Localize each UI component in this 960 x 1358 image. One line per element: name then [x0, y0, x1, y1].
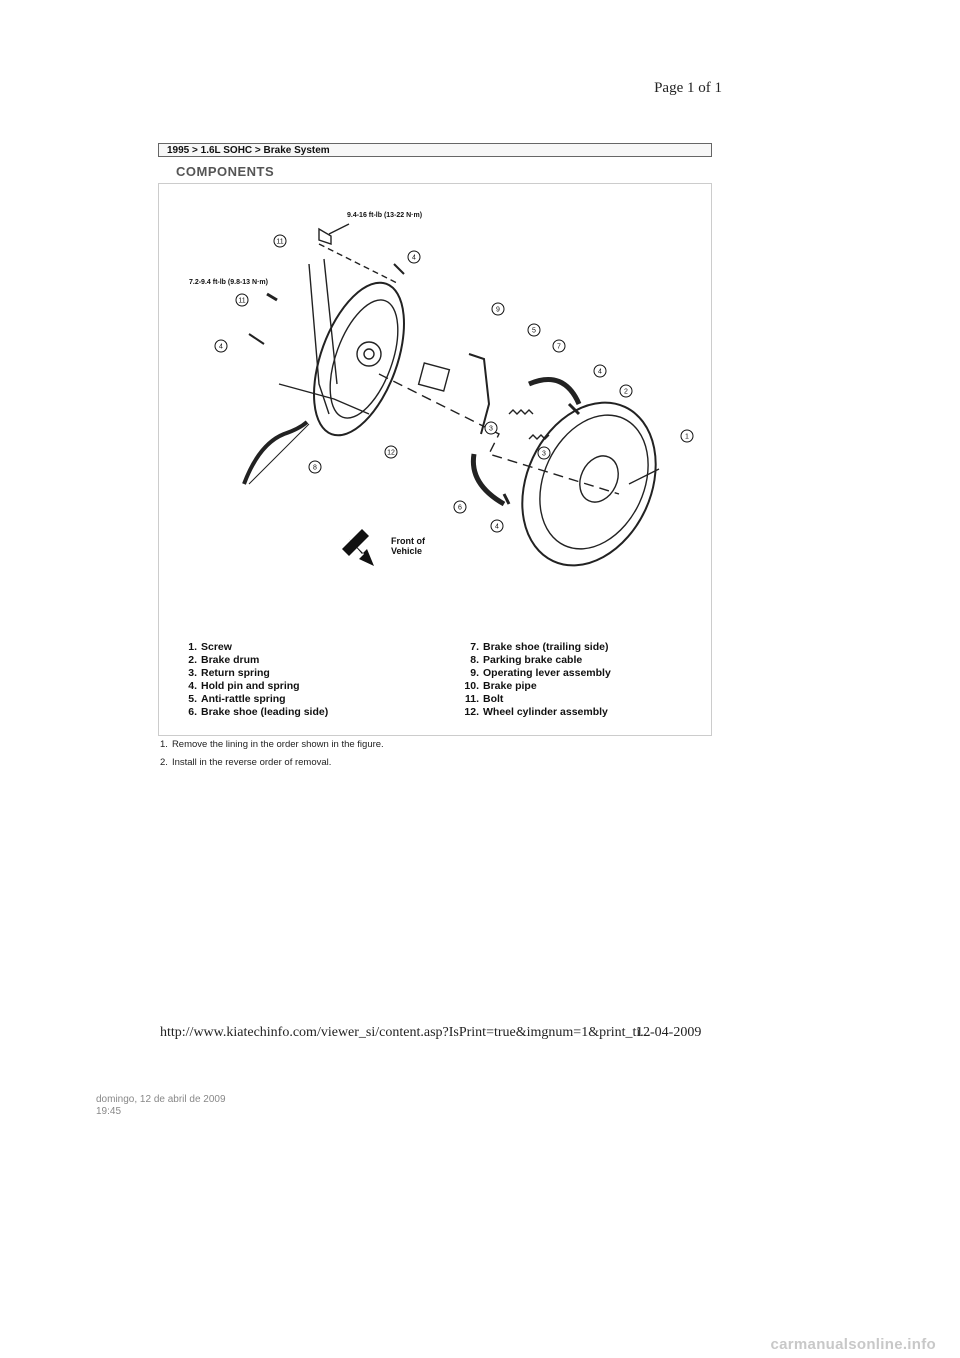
callout-label: 3	[489, 425, 493, 433]
legend-item: 12. Wheel cylinder assembly	[464, 706, 608, 718]
legend-item: 2. Brake drum	[188, 654, 260, 666]
callout-label: 4	[495, 523, 499, 531]
callout-label: 2	[624, 388, 628, 396]
legend-item: 5. Anti-rattle spring	[188, 693, 286, 705]
components-figure	[158, 183, 712, 736]
footer-date: 12-04-2009	[636, 1025, 702, 1040]
callout-label: 6	[458, 504, 462, 512]
legend-item: 8. Parking brake cable	[470, 654, 583, 666]
legend-item: 3. Return spring	[188, 667, 270, 679]
callout-label: 4	[598, 368, 602, 376]
torque-label-top: 9.4-16 ft-lb (13-22 N·m)	[347, 212, 423, 219]
note-timestamp: domingo, 12 de abril de 2009 19:45	[96, 1094, 226, 1117]
callout-label: 1	[685, 433, 689, 441]
callout-label: 3	[542, 450, 546, 458]
legend-right	[459, 641, 611, 719]
callout-label: 11	[238, 297, 246, 305]
legend-item: 1. Screw	[188, 641, 232, 653]
legend-item: 6. Brake shoe (leading side)	[188, 706, 329, 718]
breadcrumb: 1995 > 1.6L SOHC > Brake System	[158, 143, 712, 157]
callout-label: 8	[313, 464, 317, 472]
instruction-step: 1. Remove the lining in the order shown in the figure.	[160, 739, 384, 750]
footer-url: http://www.kiatechinfo.com/viewer_si/content.asp?IsPrint=true&imgnum=1&print_ti...	[160, 1025, 651, 1040]
watermark: carmanualsonline.info	[770, 1336, 936, 1353]
legend-item: 9. Operating lever assembly	[470, 667, 611, 679]
torque-label-left: 7.2-9.4 ft-lb (9.8-13 N·m)	[189, 279, 268, 286]
legend-item: 10. Brake pipe	[464, 680, 537, 692]
callout-label: 4	[219, 343, 223, 351]
front-of-vehicle-label: Front of Vehicle	[391, 536, 425, 556]
section-title: COMPONENTS	[176, 164, 275, 179]
legend-left	[177, 641, 328, 719]
callout-label: 12	[387, 449, 395, 457]
callout-label: 11	[276, 238, 284, 246]
legend-item: 4. Hold pin and spring	[188, 680, 300, 692]
legend-item: 7. Brake shoe (trailing side)	[470, 641, 609, 653]
callout-label: 9	[496, 306, 500, 314]
instruction-step: 2. Install in the reverse order of removal.	[160, 757, 332, 768]
callout-label: 5	[532, 327, 536, 335]
callout-label: 4	[412, 254, 416, 262]
page-number: Page 1 of 1	[654, 80, 722, 96]
callout-label: 7	[557, 343, 561, 351]
legend-item: 11. Bolt	[464, 693, 504, 705]
